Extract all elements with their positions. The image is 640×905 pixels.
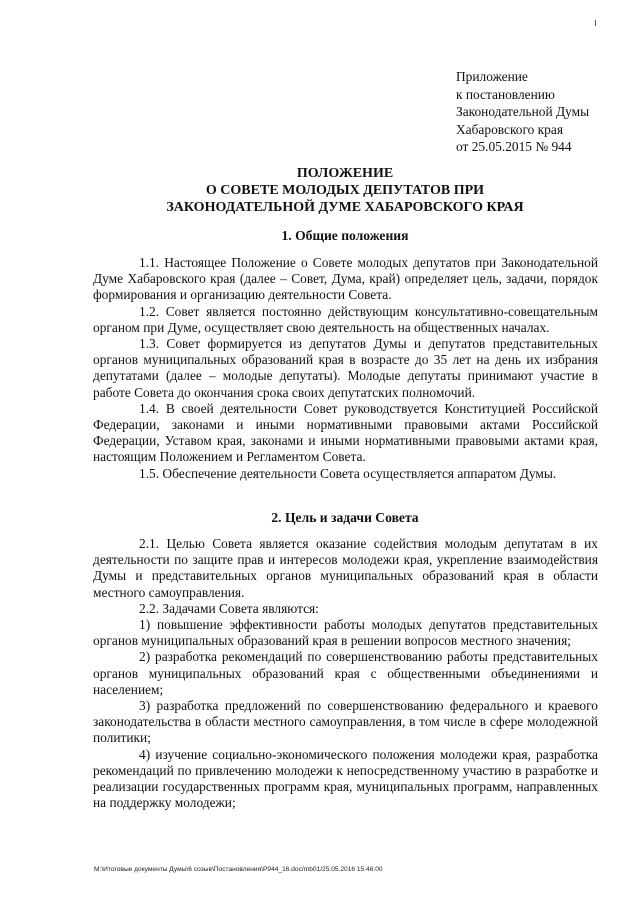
title-line-1: ПОЛОЖЕНИЕ [296,166,394,181]
list-item: 2) разработка рекомендаций по совершенствованию работы представительных органов муниципальных образований края с общественными объединениями и населением; [93,649,598,697]
paragraph: 1.3. Совет формируется из депутатов Думы и депутатов представительных органов муниципальных образований края в возрасте до 35 лет на день их избрания депутатами (далее – молодые депутаты). Молодые депутаты принимают участие в работе Совета до окончания срока своих депутатских полномочий. [93,336,598,400]
paragraph: 1.4. В своей деятельности Совет руководствуется Конституцией Российской Федерации, законами и иными нормативными правовыми актами Российской Федерации, Уставом края, законами и иными нормативными правовыми актами края, настоящим Положением и Регламентом Совета. [93,400,598,465]
section-1-body [93,255,598,482]
appendix-block [456,68,636,156]
paragraph: 2.1. Целью Совета является оказание содействия молодым депутатам в их деятельности по защите прав и интересов молодежи края, укрепление взаимодействия Думы и представительных органов муниципальных образований края в области местного самоуправления. [93,536,598,600]
section-2-body [93,536,598,811]
document-title [90,165,600,216]
file-path-footer: M:\Итоговые документы Думы\6 созыв\Постановления\P944_16.doc/mb01/25.05.2016 15:46:00 [94,866,383,873]
list-item: 1) повышение эффективности работы молодых депутатов представительных органов муниципальных образований края в решении вопросов местного значения; [93,617,598,649]
scan-mark [595,20,596,26]
paragraph: 1.5. Обеспечение деятельности Совета осуществляется аппаратом Думы. [139,465,557,481]
list-item: 4) изучение социально-экономического положения молодежи края, разработка рекомендаций по привлечению молодежи к непосредственному участию в разработке и реализации государственных программ края, муниципальных программ, направленных на поддержку молодежи; [93,746,598,811]
title-line-2: О СОВЕТЕ МОЛОДЫХ ДЕПУТАТОВ ПРИ [205,183,485,198]
appendix-line: Законодательной Думы [456,104,590,119]
title-line-3: ЗАКОНОДАТЕЛЬНОЙ ДУМЕ ХАБАРОВСКОГО КРАЯ [166,200,524,215]
paragraph: 1.2. Совет является постоянно действующим консультативно-совещательным органом при Думе, осуществляет свою деятельность на общественных началах. [93,303,598,335]
appendix-line: к постановлению [456,86,555,102]
section-2-heading: 2. Цель и задачи Совета [271,510,419,525]
paragraph: 1.1. Настоящее Положение о Совете молодых депутатов при Законодательной Думе Хабаровского края (далее – Совет, Дума, край) определяет цель, задачи, порядок формирования и организацию деятельности Совета. [93,255,598,303]
appendix-line: Хабаровского края [456,121,563,137]
appendix-line: Приложение [456,69,528,84]
section-1-heading: 1. Общие положения [281,228,409,243]
paragraph: 2.2. Задачами Совета являются: [139,600,319,616]
list-item: 3) разработка предложений по совершенствованию федерального и краевого законодательства в области местного самоуправления, в том числе в сфере молодежной политики; [93,698,598,746]
appendix-line: от 25.05.2015 № 944 [456,139,572,154]
